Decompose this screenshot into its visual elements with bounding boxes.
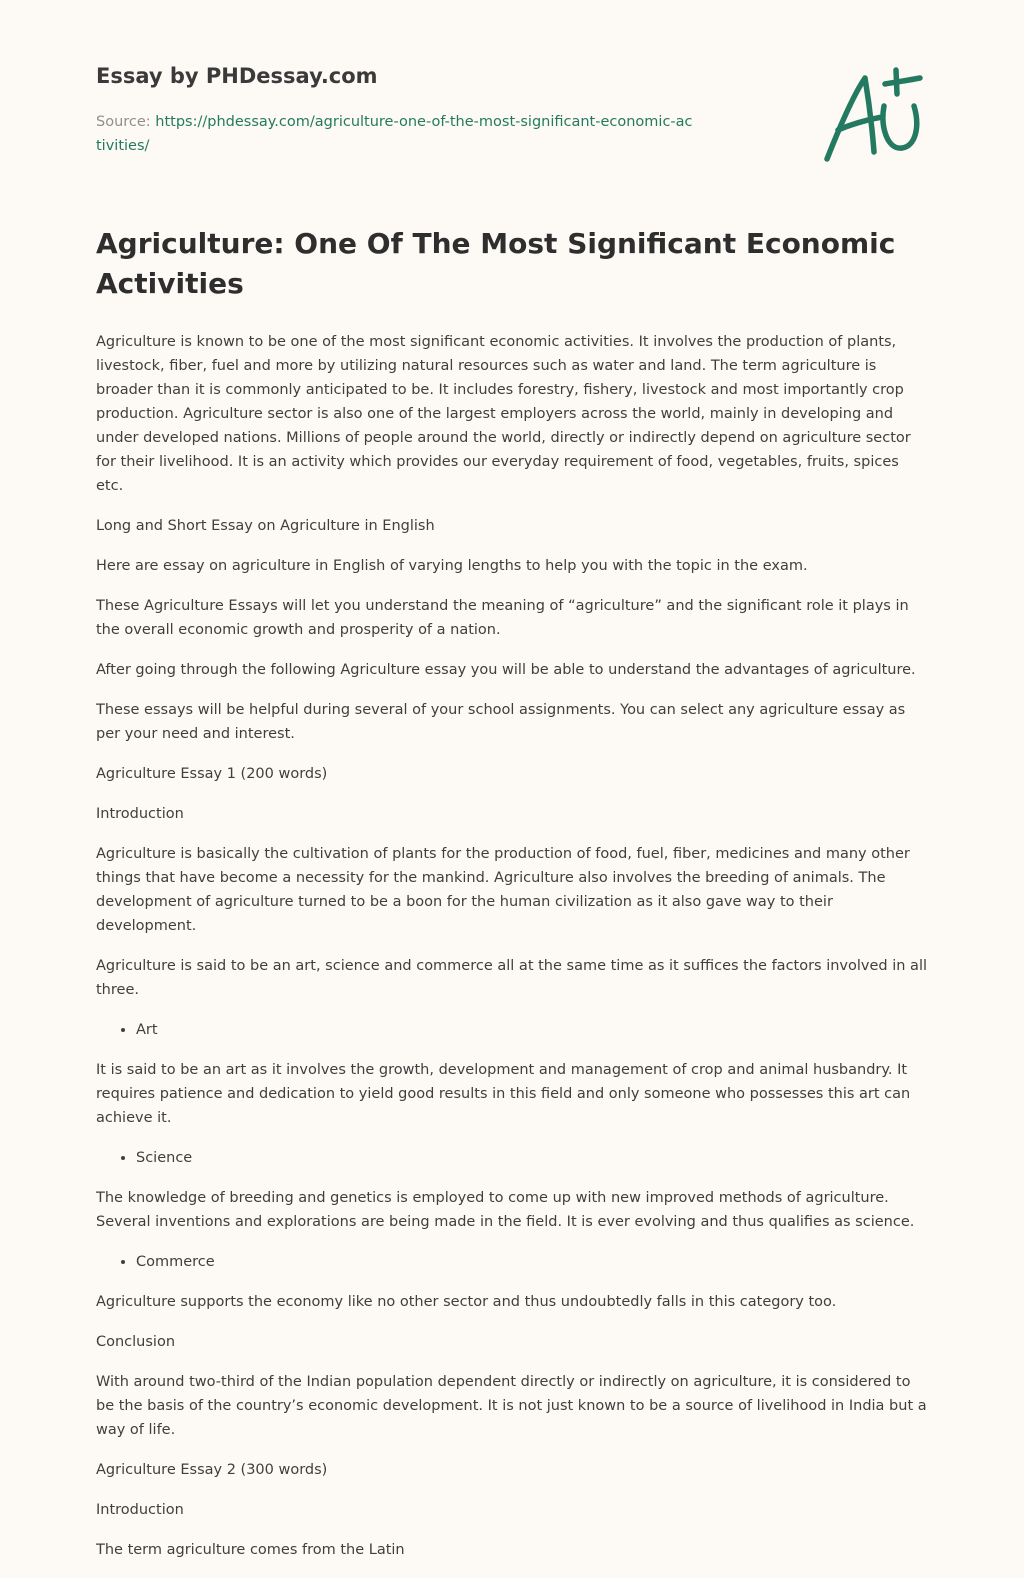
bullet-list bbox=[96, 1250, 930, 1274]
site-header bbox=[96, 0, 930, 190]
a-plus-logo-icon bbox=[822, 66, 928, 166]
article-title: Agriculture: One Of The Most Significant Economic Activities bbox=[96, 227, 896, 300]
paragraph: Agriculture is said to be an art, science and commerce all at the same time as it suffices the factors involved in all three. bbox=[96, 958, 928, 998]
bullet-list bbox=[96, 1018, 930, 1042]
paragraph: Introduction bbox=[96, 1502, 184, 1518]
paragraph: With around two-third of the Indian population dependent directly or indirectly on agriculture, it is considered to be the basis of the country’s economic development. It is not just known to be a source of livelihood in India but a way of life. bbox=[96, 1374, 927, 1438]
paragraph: The knowledge of breeding and genetics is employed to come up with new improved methods of agriculture. Several inventions and explorations are being made in the field. It is ever evolving and thus qualifies as science. bbox=[96, 1190, 915, 1230]
source-line bbox=[96, 110, 696, 158]
essay-page bbox=[96, 0, 930, 1578]
paragraph: Agriculture supports the economy like no other sector and thus undoubtedly falls in this category too. bbox=[96, 1294, 837, 1310]
paragraph: These essays will be helpful during several of your school assignments. You can select any agriculture essay as per your need and interest. bbox=[96, 702, 906, 742]
bullet-list bbox=[96, 1146, 930, 1170]
list-item: • Art bbox=[136, 1018, 930, 1042]
paragraph: Long and Short Essay on Agriculture in English bbox=[96, 518, 435, 534]
paragraph: The term agriculture comes from the Latin bbox=[96, 1542, 405, 1558]
paragraph: These Agriculture Essays will let you understand the meaning of “agriculture” and the significant role it plays in the overall economic growth and prosperity of a nation. bbox=[96, 598, 909, 638]
list-item: • Commerce bbox=[136, 1250, 930, 1274]
paragraph: After going through the following Agriculture essay you will be able to understand the advantages of agriculture. bbox=[96, 662, 916, 678]
source-label: Source: bbox=[96, 114, 156, 130]
paragraph: Agriculture is known to be one of the most significant economic activities. It involves the production of plants, livestock, fiber, fuel and more by utilizing natural resources such as water and land. The term agriculture is broader than it is commonly anticipated to be. It includes forestry, fishery, livestock and most importantly crop production. Agriculture sector is also one of the largest employers across the world, mainly in developing and under developed nations. Millions of people around the world, directly or indirectly depend on agriculture sector for their livelihood. It is an activity which provides our everyday requirement of food, vegetables, fruits, spices etc. bbox=[96, 334, 911, 494]
list-item: • Science bbox=[136, 1146, 930, 1170]
paragraph: Conclusion bbox=[96, 1334, 176, 1350]
paragraph: Agriculture is basically the cultivation of plants for the production of food, fuel, fiber, medicines and many other things that have become a necessity for the mankind. Agriculture also involves the breeding of animals. The development of agriculture turned to be a boon for the human civilization as it also gave way to their development. bbox=[96, 846, 910, 934]
paragraph: Here are essay on agriculture in English of varying lengths to help you with the topic in the exam. bbox=[96, 558, 808, 574]
site-title: Essay by PHDessay.com bbox=[96, 64, 378, 88]
paragraph: Agriculture Essay 2 (300 words) bbox=[96, 1462, 328, 1478]
paragraph: Introduction bbox=[96, 806, 184, 822]
paragraph: It is said to be an art as it involves the growth, development and management of crop and animal husbandry. It requires patience and dedication to yield good results in this field and only someone who possesses this art can achieve it. bbox=[96, 1062, 911, 1126]
source-link[interactable]: https://phdessay.com/agriculture-one-of-the-most-significant-economic-activities/ bbox=[96, 114, 693, 154]
article-body bbox=[96, 330, 930, 1562]
paragraph: Agriculture Essay 1 (200 words) bbox=[96, 766, 328, 782]
